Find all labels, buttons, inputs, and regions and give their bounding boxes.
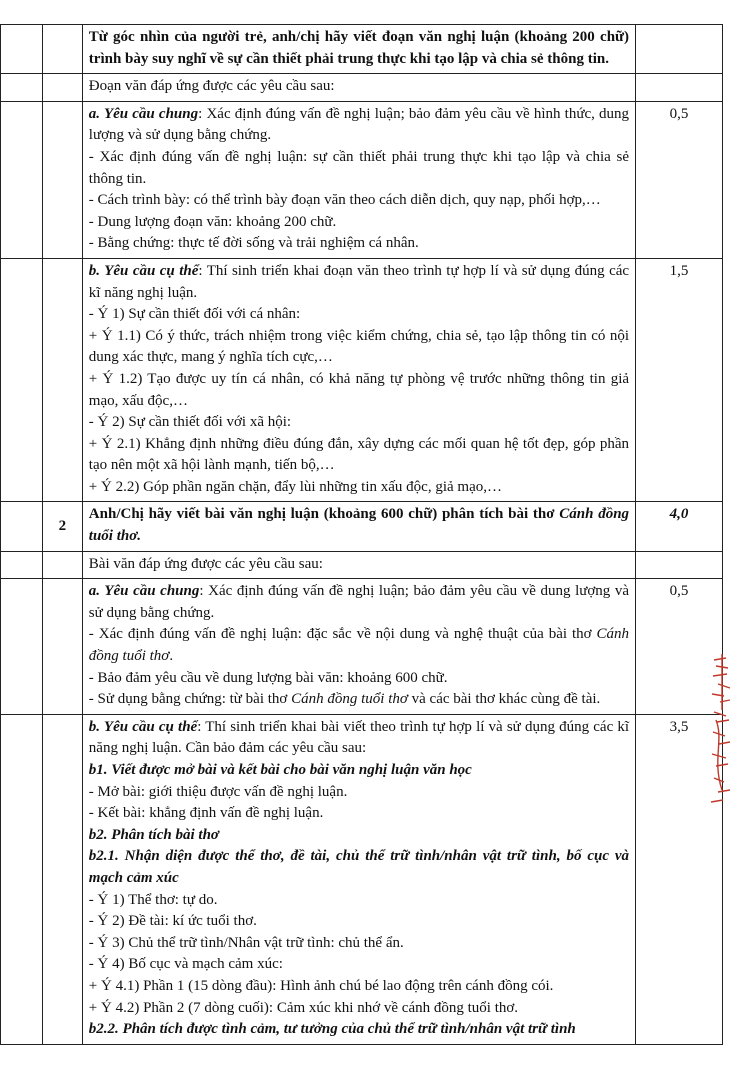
q1-prompt-row — [1, 25, 723, 74]
q2-specific-text: : Thí sinh triển khai bài viết theo trình tự hợp lí và sử dụng đúng các kĩ năng nghị luận. Cần bảo đảm các yêu cầu sau: — [88, 718, 630, 757]
q1-intro: Đoạn văn đáp ứng được các yêu cầu sau: — [82, 74, 635, 102]
poem-title: Cánh đồng tuổi thơ — [291, 691, 408, 708]
item-text: và các bài thơ khác cùng đề tài. — [407, 691, 601, 708]
stamp-strokes — [711, 654, 730, 802]
score-cell-empty — [636, 74, 723, 102]
q2-b21-item: - Ý 2) Đề tài: kí ức tuổi thơ. — [88, 913, 257, 930]
q1-specific-item: + Ý 1.1) Có ý thức, trách nhiệm trong việc kiểm chứng, chia sẻ, tạo lập thông tin có nội dung xác thực, mang ý nghĩa tích cực,… — [88, 327, 630, 366]
q1-specific-item: + Ý 1.2) Tạo được uy tín cá nhân, có khả năng tự phòng vệ trước những thông tin giả mạo, xấu độc,… — [88, 370, 630, 409]
red-stamp-mark — [708, 650, 730, 810]
q2-prompt — [82, 502, 635, 551]
q2-b1-item: - Mở bài: giới thiệu được vấn đề nghị luận. — [88, 783, 348, 800]
col-empty — [1, 714, 43, 1044]
q2-general-row — [1, 579, 723, 715]
q1-specific-score: 1,5 — [636, 258, 723, 502]
q1-general-row — [1, 101, 723, 258]
q2-b1-heading: b1. Viết được mở bài và kết bài cho bài văn nghị luận văn học — [88, 762, 472, 778]
q2-specific-heading — [89, 719, 629, 757]
q2-b21-item: - Ý 3) Chủ thể trữ tình/Nhân vật trữ tình: chủ thể ẩn. — [88, 934, 404, 951]
poem-title: Cánh đồng tuổi thơ — [88, 626, 630, 665]
col-empty — [42, 579, 82, 715]
q2-b21-item: - Ý 4) Bố cục và mạch cảm xúc: — [88, 956, 283, 973]
q2-general-item — [89, 624, 629, 667]
q1-specific-title: b. Yêu cầu cụ thể — [88, 262, 199, 279]
col-empty — [42, 101, 82, 258]
col-empty — [42, 258, 82, 502]
q2-specific — [82, 714, 635, 1044]
q1-intro-row — [1, 74, 723, 102]
q2-general-heading — [89, 583, 629, 621]
q1-specific-row — [1, 258, 723, 502]
score-cell-empty — [636, 551, 723, 579]
q1-specific-text: : Thí sinh triển khai đoạn văn theo trình tự hợp lí và sử dụng đúng các kĩ năng nghị luận. — [88, 262, 630, 301]
q2-general-item — [89, 689, 629, 711]
col-empty — [1, 579, 43, 715]
q1-general-item: - Bằng chứng: thực tế đời sống và trải nghiệm cá nhân. — [88, 235, 419, 252]
answer-table — [0, 24, 723, 1045]
item-text: . — [169, 648, 174, 665]
q1-specific-heading — [89, 263, 629, 301]
q2-general-item: - Bảo đảm yêu cầu về dung lượng bài văn: khoảng 600 chữ. — [88, 669, 448, 686]
q1-prompt: Từ góc nhìn của người trẻ, anh/chị hãy viết đoạn văn nghị luận (khoảng 200 chữ) trình bày suy nghĩ về sự cần thiết phải trung thực khi tạo lập và chia sẻ thông tin. — [82, 25, 635, 74]
q1-general-title: a. Yêu cầu chung — [88, 105, 199, 122]
q2-specific-title: b. Yêu cầu cụ thể — [88, 718, 198, 735]
q1-specific — [82, 258, 635, 502]
q1-general-item: - Xác định đúng vấn đề nghị luận: sự cần thiết phải trung thực khi tạo lập và chia sẻ thông tin. — [88, 148, 630, 187]
q1-general-item: - Cách trình bày: có thể trình bày đoạn văn theo cách diễn dịch, quy nạp, phối hợp,… — [88, 192, 601, 209]
q1-specific-item: - Ý 1) Sự cần thiết đối với cá nhân: — [88, 306, 301, 323]
col-empty — [1, 101, 43, 258]
q2-general-text: : Xác định đúng vấn đề nghị luận; bảo đảm yêu cầu về dung lượng và sử dụng bằng chứng. — [88, 583, 630, 621]
item-text: - Sử dụng bằng chứng: từ bài thơ — [88, 691, 292, 708]
q1-general-item: - Dung lượng đoạn văn: khoảng 200 chữ. — [88, 213, 337, 230]
q2-prompt-row — [1, 502, 723, 551]
q2-specific-row — [1, 714, 723, 1044]
q2-b2-heading: b2. Phân tích bài thơ — [88, 826, 219, 843]
q2-total-score: 4,0 — [636, 502, 723, 551]
q1-specific-item: + Ý 2.2) Góp phần ngăn chặn, đẩy lùi những tin xấu độc, giả mạo,… — [88, 478, 502, 495]
q1-specific-item: + Ý 2.1) Khẳng định những điều đúng đắn, xây dựng các mối quan hệ tốt đẹp, góp phần tạo nên một xã hội lành mạnh, tiến bộ,… — [88, 435, 630, 474]
col-empty — [42, 74, 82, 102]
col-empty — [1, 74, 43, 102]
q2-general-title: a. Yêu cầu chung — [88, 583, 200, 600]
q1-general-text: : Xác định đúng vấn đề nghị luận; bảo đảm yêu cầu về hình thức, dung lượng và sử dụng bằng chứng. — [88, 105, 630, 144]
q2-b22-heading: b2.2. Phân tích được tình cảm, tư tưởng của chủ thể trữ tình/nhân vật trữ tình — [88, 1021, 576, 1038]
q2-poem-title: Cánh đồng tuổi thơ. — [88, 506, 630, 545]
col-empty — [1, 258, 43, 502]
q2-prompt-text: Anh/Chị hãy viết bài văn nghị luận (khoảng 600 chữ) phân tích bài thơ — [88, 506, 560, 523]
q2-b21-item: + Ý 4.1) Phần 1 (15 dòng đầu): Hình ảnh chú bé lao động trên cánh đồng cói. — [88, 977, 554, 994]
col-empty — [1, 502, 43, 551]
q2-specific-score: 3,5 — [636, 714, 723, 1044]
q2-intro: Bài văn đáp ứng được các yêu cầu sau: — [82, 551, 635, 579]
col-empty — [42, 714, 82, 1044]
q1-specific-item: - Ý 2) Sự cần thiết đối với xã hội: — [88, 414, 292, 431]
q2-general — [82, 579, 635, 715]
q2-b21-item: + Ý 4.2) Phần 2 (7 dòng cuối): Cảm xúc khi nhớ về cánh đồng tuổi thơ. — [88, 999, 519, 1016]
q2-number: 2 — [42, 502, 82, 551]
item-text: - Xác định đúng vấn đề nghị luận: đặc sắc về nội dung và nghệ thuật của bài thơ — [88, 626, 597, 643]
q2-intro-row — [1, 551, 723, 579]
q1-general-heading — [89, 106, 629, 144]
q2-general-score: 0,5 — [636, 579, 723, 715]
col-empty — [42, 25, 82, 74]
col-empty — [1, 25, 43, 74]
q1-general-score: 0,5 — [636, 101, 723, 258]
col-empty — [42, 551, 82, 579]
q2-b21-item: - Ý 1) Thể thơ: tự do. — [88, 891, 218, 908]
q2-b21-heading: b2.1. Nhận diện được thể thơ, đề tài, chủ thể trữ tình/nhân vật trữ tình, bố cục và mạch cảm xúc — [88, 848, 630, 886]
q1-general — [82, 101, 635, 258]
col-empty — [1, 551, 43, 579]
q2-b1-item: - Kết bài: khẳng định vấn đề nghị luận. — [88, 805, 324, 822]
score-cell-empty — [636, 25, 723, 74]
